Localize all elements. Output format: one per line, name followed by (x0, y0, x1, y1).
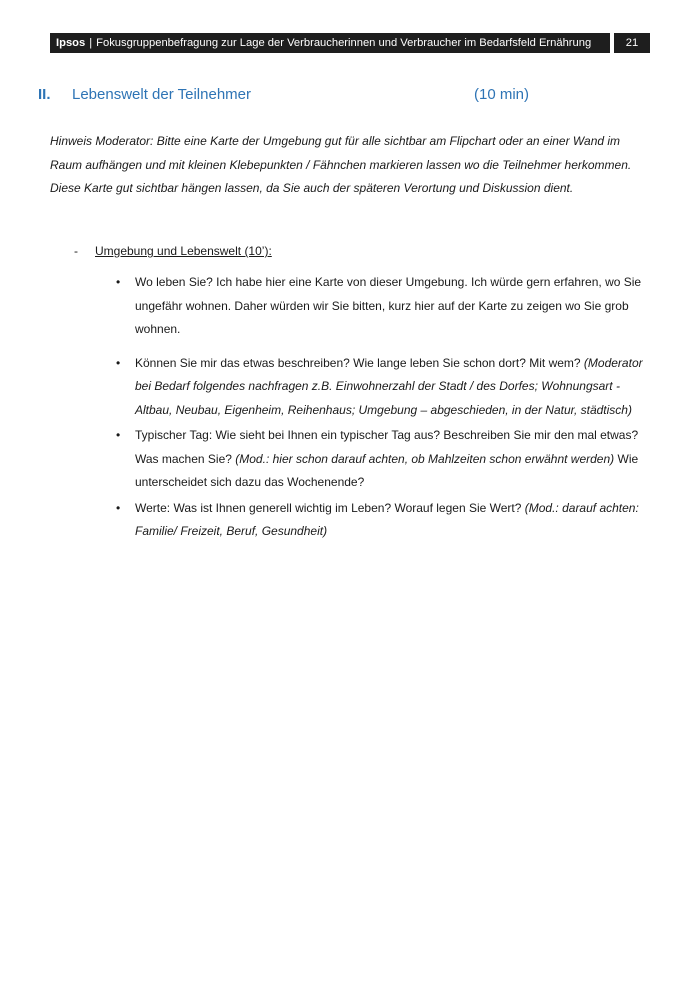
bullet-text-after: Wie unterscheidet sich dazu das Wochenende? (135, 451, 639, 489)
sub-topic-label: Umgebung und Lebenswelt (10’): (95, 244, 272, 258)
page-number: 21 (614, 33, 650, 53)
bullet-symbol: • (116, 500, 121, 515)
bullet-text: Werte: Was ist Ihnen generell wichtig im Leben? Worauf legen Sie Wert? (135, 500, 525, 515)
bullet-symbol: • (116, 428, 121, 442)
section-duration: (10 min) (474, 86, 530, 103)
bullet-text: Können Sie mir das etwas beschreiben? Wie lange leben Sie schon dort? Mit wem? (135, 355, 584, 370)
bullet-note: (Mod.: darauf achten: Familie/ Freizeit, Beruf, Gesundheit) (135, 500, 639, 538)
header-title: Fokusgruppenbefragung zur Lage der Verbraucherinnen und Verbraucher im Bedarfsfeld Ernährung (96, 37, 592, 49)
bullet-text: Wo leben Sie? Ich habe hier eine Karte von dieser Umgebung. Ich würde gern erfahren, wo Sie ungefähr wohnen. Daher würden wir Sie bitten, kurz hier auf der Karte zu zeigen wo Sie grob wohnen. (135, 275, 642, 336)
bullet-symbol: • (116, 275, 121, 289)
question-list (114, 271, 654, 554)
moderator-hint: Hinweis Moderator: Bitte eine Karte der Umgebung gut für alle sichtbar am Flipchart oder an einer Wand im Raum aufhängen und mit kleinen Klebepunkten / Fähnchen markieren lassen wo die Teilnehmer herkommen. Diese Karte gut sichtbar hängen lassen, da Sie auch der späteren Verortung und Diskussion dient. (50, 134, 632, 195)
sub-topic (74, 241, 272, 261)
bullet-symbol: • (116, 355, 121, 370)
list-item (114, 497, 654, 544)
header-brand: Ipsos (56, 37, 86, 49)
section-title: Lebenswelt der Teilnehmer (72, 86, 251, 103)
bullet-note: (Moderator bei Bedarf folgendes nachfragen z.B. Einwohnerzahl der Stadt / des Dorfes; Wohnungsart - Altbau, Neubau, Eigenheim, Reihenhaus; Umgebung – abgeschieden, in der Natur, städtisch) (135, 355, 643, 417)
section-number: II. (38, 86, 51, 103)
list-item (114, 271, 654, 342)
header-separator: | (89, 37, 93, 49)
section-heading (38, 84, 638, 106)
bullet-text: Typischer Tag: Wie sieht bei Ihnen ein typischer Tag aus? Beschreiben Sie mir den mal etwas? Was machen Sie? (135, 428, 639, 466)
list-item (114, 352, 654, 423)
list-item (114, 424, 654, 495)
running-header (50, 33, 610, 53)
sub-topic-dash: - (74, 244, 78, 258)
bullet-note: (Mod.: hier schon darauf achten, ob Mahlzeiten schon erwähnt werden) (235, 451, 615, 466)
